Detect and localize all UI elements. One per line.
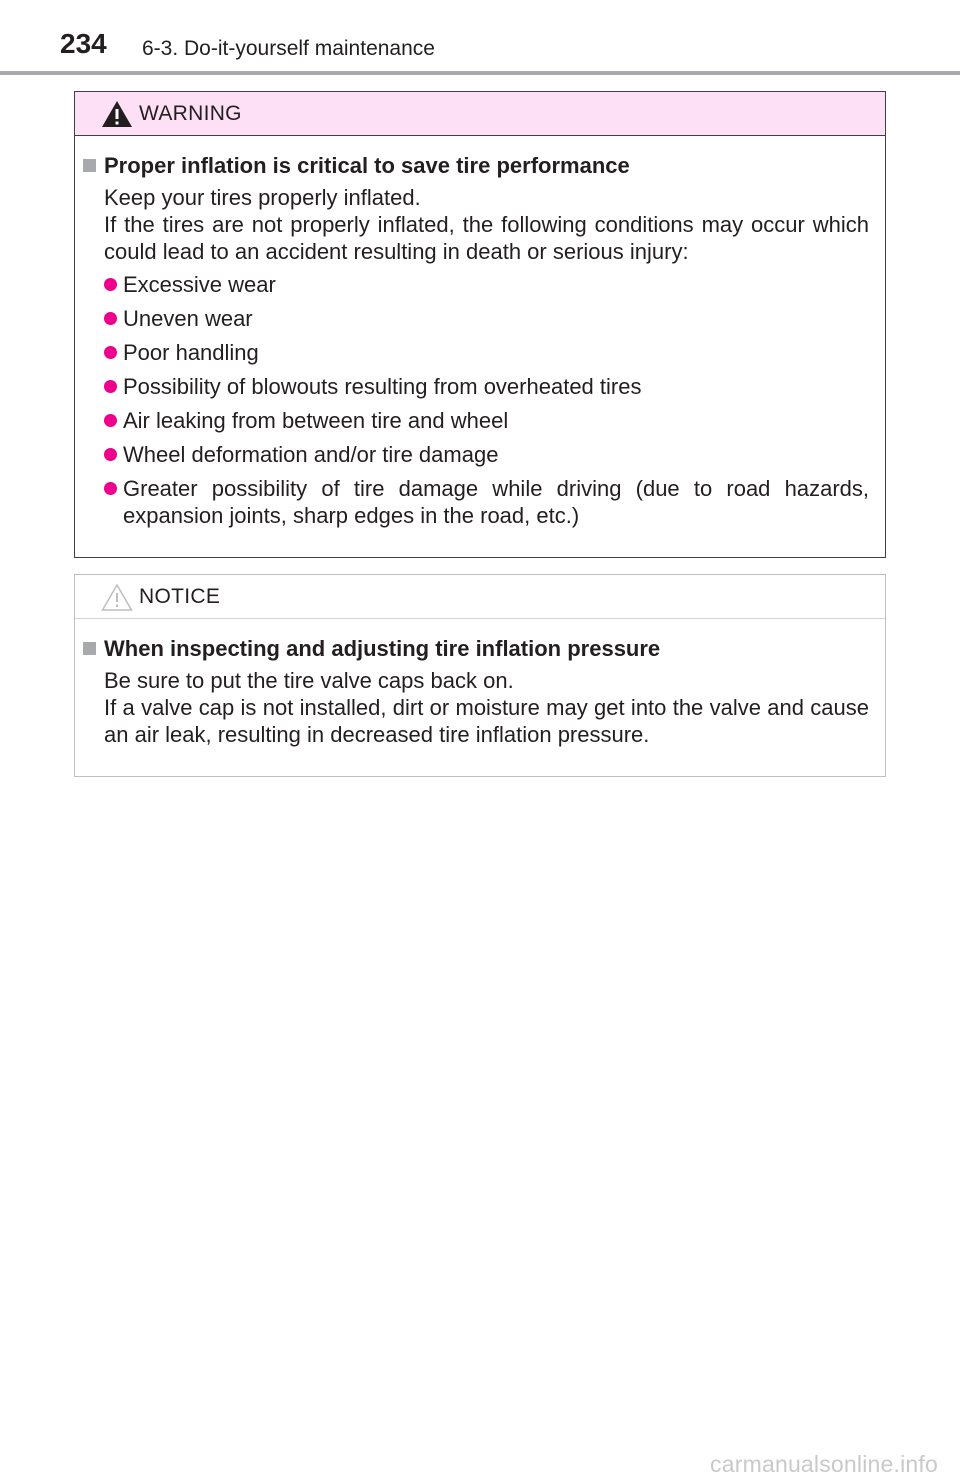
bullet-dot-icon xyxy=(104,346,117,359)
notice-item-title-text: When inspecting and adjusting tire inflation pressure xyxy=(104,636,661,661)
list-item-text: Excessive wear xyxy=(123,272,276,297)
warning-body xyxy=(75,136,885,529)
page-number: 234 xyxy=(60,28,107,59)
list-item-text: Uneven wear xyxy=(123,306,253,331)
list-item-text: Poor handling xyxy=(123,340,259,365)
notice-box xyxy=(74,574,886,777)
notice-header xyxy=(75,575,885,619)
list-item xyxy=(104,339,869,366)
bullet-dot-icon xyxy=(104,482,117,495)
list-item-text: Air leaking from between tire and wheel xyxy=(123,408,509,433)
warning-item-title xyxy=(83,152,869,180)
list-item xyxy=(104,441,869,468)
warning-paragraph-1: Keep your tires properly inflated. xyxy=(104,185,421,210)
warning-bullet-list xyxy=(83,271,869,529)
notice-triangle-icon xyxy=(101,583,133,611)
list-item-text: Wheel deformation and/or tire damage xyxy=(123,442,499,467)
warning-paragraph-2: If the tires are not properly inflated, the following conditions may occur which could lead to an accident resulting in death or serious injury: xyxy=(104,212,869,264)
bullet-dot-icon xyxy=(104,414,117,427)
square-bullet-icon xyxy=(83,159,96,172)
warning-triangle-icon xyxy=(101,100,133,128)
bullet-dot-icon xyxy=(104,380,117,393)
page-header xyxy=(0,0,960,76)
list-item-text: Possibility of blowouts resulting from overheated tires xyxy=(123,374,642,399)
list-item xyxy=(104,475,869,529)
warning-label: WARNING xyxy=(139,102,242,125)
warning-header xyxy=(75,92,885,136)
notice-item-title xyxy=(83,635,869,663)
bullet-dot-icon xyxy=(104,278,117,291)
notice-paragraph-2: If a valve cap is not installed, dirt or moisture may get into the valve and cause an air leak, resulting in decreased tire inflation pressure. xyxy=(104,695,869,747)
list-item xyxy=(104,407,869,434)
bullet-dot-icon xyxy=(104,312,117,325)
square-bullet-icon xyxy=(83,642,96,655)
notice-label: NOTICE xyxy=(139,585,221,608)
watermark: carmanualsonline.info xyxy=(710,1451,938,1477)
list-item xyxy=(104,373,869,400)
warning-item-title-text: Proper inflation is critical to save tire performance xyxy=(104,153,630,178)
warning-box xyxy=(74,91,886,558)
notice-body xyxy=(75,619,885,748)
bullet-dot-icon xyxy=(104,448,117,461)
header-rule xyxy=(0,71,960,75)
list-item-text: Greater possibility of tire damage while driving (due to road hazards, expansion joints, sharp edges in the road, etc.) xyxy=(123,476,869,528)
list-item xyxy=(104,305,869,332)
section-title: 6-3. Do-it-yourself maintenance xyxy=(142,37,435,60)
list-item xyxy=(104,271,869,298)
notice-paragraph-1: Be sure to put the tire valve caps back on. xyxy=(104,668,514,693)
